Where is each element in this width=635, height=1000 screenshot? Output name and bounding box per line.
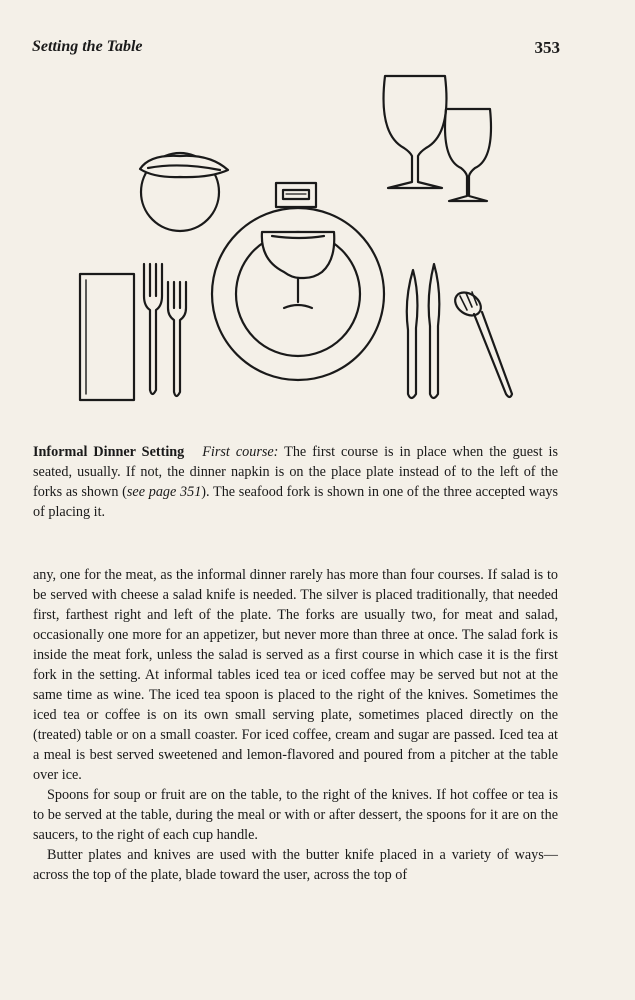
wine-glass-large-icon: [384, 76, 447, 188]
figure-caption: [33, 442, 558, 522]
body-text: [33, 565, 558, 885]
caption-course: First course:: [202, 444, 279, 460]
cocktail-glass-icon: [262, 232, 334, 308]
caption-title: Informal Dinner Setting: [33, 444, 185, 460]
body-paragraph: Spoons for soup or fruit are on the table, to the right of the knives. If hot coffee or tea is to be served at the table, during the meal or with or after dessert, the spoons for it are on the saucers, to the right of each cup handle.: [33, 787, 558, 843]
butter-plate-icon: [140, 153, 228, 231]
table-setting-illustration: [70, 64, 520, 414]
caption-text-1: The first course is in place when the guest is seated, usually. If not, the dinner napkin is on the place plate instead of to the left of the forks as shown (: [33, 444, 558, 500]
body-paragraph: Butter plates and knives are used with the butter knife placed in a variety of ways—across the top of the plate, blade toward the user, across the top of: [33, 847, 558, 883]
body-paragraph: any, one for the meat, as the informal dinner rarely has more than four courses. If salad is to be served with cheese a salad knife is needed. The silver is placed traditionally, that needed first, farthest right and left of the plate. The forks are usually two, for meat and salad, occasionally one more for an appetizer, but never more than three at once. The salad fork is inside the meat fork, unless the salad is served as a first course in which case it is the first fork in the setting. At informal tables iced tea or iced coffee may be served but not at the same time as wine. The iced tea spoon is placed to the right of the knives. Sometimes the iced tea or coffee is on its own small serving plate, sometimes placed directly on the (treated) table or on a small coaster. For iced coffee, cream and sugar are passed. Iced tea at a meal is best served sweetened and lemon-flavored and poured from a pitcher at the table over ice.: [33, 567, 558, 783]
salad-fork-icon: [168, 282, 186, 396]
place-card-icon: [276, 183, 316, 207]
napkin-icon: [80, 274, 134, 400]
dinner-fork-icon: [144, 264, 162, 394]
seafood-fork-icon: [451, 288, 512, 397]
fish-knife-icon: [429, 264, 440, 398]
running-title: Setting the Table: [32, 38, 143, 55]
running-head: [32, 38, 560, 56]
caption-text-2: ). The seafood fork is shown in one of the three accepted ways of placing it.: [33, 484, 558, 520]
dinner-knife-icon: [407, 270, 418, 398]
caption-page-reference: see page 351: [126, 484, 202, 500]
wine-glass-small-icon: [445, 109, 491, 201]
page-number: 353: [534, 38, 560, 57]
